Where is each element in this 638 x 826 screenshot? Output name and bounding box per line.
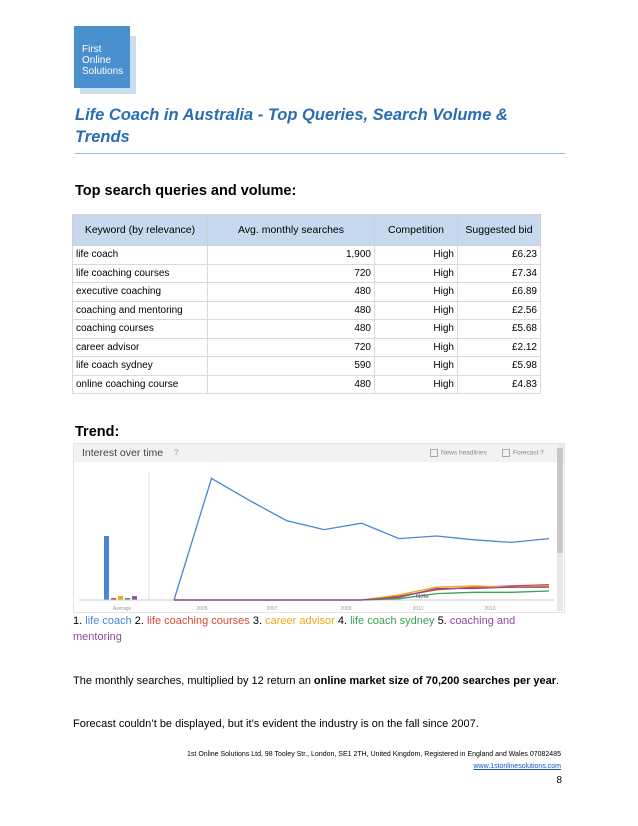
average-bar-1 bbox=[104, 536, 109, 600]
page-footer bbox=[0, 749, 561, 773]
legend-num-1: 1. bbox=[73, 615, 83, 627]
table-row bbox=[73, 283, 541, 302]
legend-life-coaching-courses: life coaching courses bbox=[147, 615, 250, 627]
table-header-row bbox=[73, 215, 541, 246]
cell-bid: £2.56 bbox=[458, 301, 541, 320]
market-size-text: The monthly searches, multiplied by 12 return an bbox=[73, 675, 314, 687]
x-tick-label: 2007 bbox=[266, 606, 278, 612]
cell-bid: £6.89 bbox=[458, 283, 541, 302]
forecast-label: Forecast bbox=[513, 449, 539, 457]
x-tick-label: 2011 bbox=[412, 606, 424, 612]
scrollbar-thumb[interactable] bbox=[557, 448, 563, 553]
legend-life-coach: life coach bbox=[85, 615, 132, 627]
note-label: Note bbox=[416, 594, 429, 600]
cell-searches: 480 bbox=[208, 301, 375, 320]
page-title: Life Coach in Australia - Top Queries, Search Volume & Trends bbox=[75, 106, 508, 146]
chart-header bbox=[74, 444, 564, 462]
cell-keyword: online coaching course bbox=[73, 375, 208, 394]
column-header-bid: Suggested bid bbox=[458, 215, 541, 246]
column-header-keyword: Keyword (by relevance) bbox=[73, 215, 208, 246]
legend-num-2: 2. bbox=[134, 615, 144, 627]
cell-bid: £5.98 bbox=[458, 357, 541, 376]
cell-competition: High bbox=[375, 375, 458, 394]
company-logo bbox=[74, 26, 136, 98]
footer-website-link[interactable]: www.1stonlinesolutions.com bbox=[473, 763, 561, 770]
legend-num-3: 3. bbox=[252, 615, 263, 627]
legend-num-5: 5. bbox=[437, 615, 447, 627]
average-bar-3 bbox=[118, 596, 123, 600]
cell-keyword: executive coaching bbox=[73, 283, 208, 302]
logo-line-1: First bbox=[82, 44, 102, 55]
cell-keyword: life coach sydney bbox=[73, 357, 208, 376]
cell-searches: 590 bbox=[208, 357, 375, 376]
checkbox-icon bbox=[502, 449, 510, 457]
checkbox-icon bbox=[430, 449, 438, 457]
market-size-highlight: online market size of 70,200 searches per year bbox=[313, 675, 557, 687]
forecast-help-icon: ? bbox=[540, 449, 544, 457]
footer-address: 1st Online Solutions Ltd, 98 Tooley Str., London, SE1 2TH, United Kingdom, Registered in England and Wales 07082485 bbox=[187, 751, 561, 758]
title-divider bbox=[75, 153, 565, 154]
forecast-toggle[interactable] bbox=[502, 449, 544, 457]
legend-life-coach-sydney: life coach sydney bbox=[350, 615, 435, 627]
scrollbar[interactable] bbox=[557, 443, 563, 611]
column-header-competition: Competition bbox=[375, 215, 458, 246]
x-tick-label: 2005 bbox=[196, 606, 208, 612]
cell-keyword: career advisor bbox=[73, 338, 208, 357]
x-tick-label: Average bbox=[112, 606, 132, 612]
table-row bbox=[73, 264, 541, 283]
logo-text bbox=[82, 44, 123, 77]
series-line-4 bbox=[174, 591, 549, 600]
average-bar-5 bbox=[132, 596, 137, 600]
cell-competition: High bbox=[375, 301, 458, 320]
table-row bbox=[73, 338, 541, 357]
table-row bbox=[73, 357, 541, 376]
cell-competition: High bbox=[375, 264, 458, 283]
cell-searches: 1,900 bbox=[208, 246, 375, 265]
forecast-paragraph: Forecast couldn’t be displayed, but it’s evident the industry is on the fall since 2007. bbox=[73, 718, 479, 730]
cell-competition: High bbox=[375, 320, 458, 339]
market-size-paragraph bbox=[73, 673, 563, 690]
cell-bid: £6.23 bbox=[458, 246, 541, 265]
table-row bbox=[73, 301, 541, 320]
cell-searches: 480 bbox=[208, 375, 375, 394]
news-headlines-label: News headlines bbox=[441, 449, 487, 457]
cell-bid: £5.68 bbox=[458, 320, 541, 339]
cell-searches: 720 bbox=[208, 338, 375, 357]
section-heading-trend: Trend: bbox=[75, 424, 120, 440]
table-row bbox=[73, 375, 541, 394]
cell-keyword: coaching courses bbox=[73, 320, 208, 339]
cell-keyword: life coach bbox=[73, 246, 208, 265]
logo-line-3: Solutions bbox=[82, 66, 124, 77]
cell-searches: 480 bbox=[208, 320, 375, 339]
table-row bbox=[73, 246, 541, 265]
keyword-table bbox=[72, 214, 541, 394]
cell-competition: High bbox=[375, 283, 458, 302]
info-icon[interactable]: ? bbox=[174, 448, 179, 457]
page-number: 8 bbox=[556, 775, 562, 786]
news-headlines-toggle[interactable] bbox=[430, 449, 487, 457]
series-line-5 bbox=[174, 587, 549, 600]
cell-searches: 480 bbox=[208, 283, 375, 302]
table-row bbox=[73, 320, 541, 339]
logo-line-2: Online bbox=[82, 55, 111, 66]
cell-searches: 720 bbox=[208, 264, 375, 283]
series-legend bbox=[73, 613, 553, 645]
interest-over-time-chart bbox=[73, 443, 565, 613]
legend-num-4: 4. bbox=[337, 615, 348, 627]
section-heading-queries: Top search queries and volume: bbox=[75, 183, 297, 199]
cell-competition: High bbox=[375, 357, 458, 376]
x-tick-label: 2009 bbox=[340, 606, 352, 612]
cell-keyword: life coaching courses bbox=[73, 264, 208, 283]
x-tick-label: 2013 bbox=[484, 606, 496, 612]
column-header-searches: Avg. monthly searches bbox=[208, 215, 375, 246]
cell-bid: £4.83 bbox=[458, 375, 541, 394]
cell-competition: High bbox=[375, 246, 458, 265]
legend-career-advisor: career advisor bbox=[265, 615, 335, 627]
cell-keyword: coaching and mentoring bbox=[73, 301, 208, 320]
cell-competition: High bbox=[375, 338, 458, 357]
market-size-end: . bbox=[556, 675, 560, 687]
chart-title: Interest over time bbox=[82, 447, 164, 459]
cell-bid: £7.34 bbox=[458, 264, 541, 283]
trend-plot bbox=[74, 462, 564, 612]
cell-bid: £2.12 bbox=[458, 338, 541, 357]
series-line-1 bbox=[174, 478, 549, 600]
legend-coaching-and-mentoring: coaching and mentoring bbox=[73, 615, 516, 643]
